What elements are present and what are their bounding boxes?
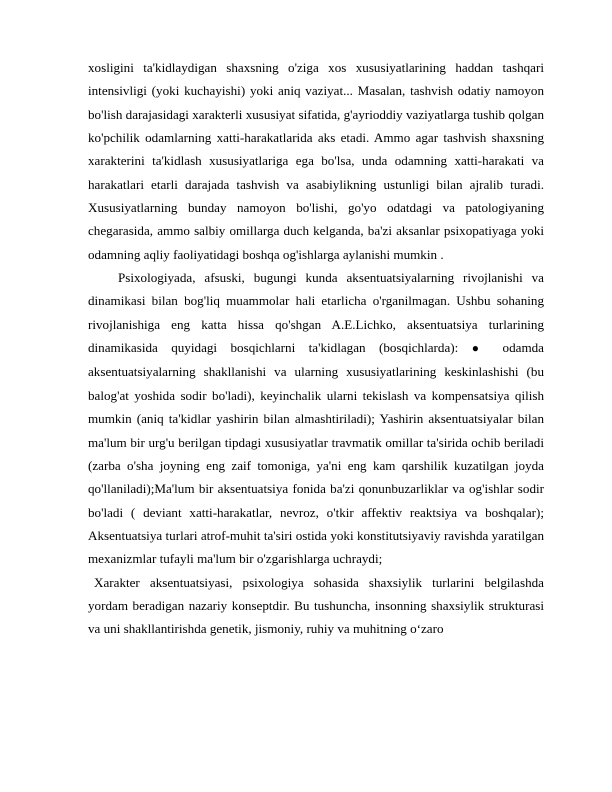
- paragraph-dynamics-stages: odamda aksentuatsiyalarning shakllanishi va ularning xususiyatlarining keskinlashishi (bu balog'at yoshida sodir bo'ladi), keyinchalik ularni tekislash va kompensatsiya qilish mumkin (aniq ta'kidlar yashirin bilan almashtiriladi); Yashirin aksentuatsiyalar bilan ma'lum bir urg'u berilgan tipdagi xususiyatlar travmatik omillar ta'sirida ochib beriladi (zarba o'sha joyning eng zaif tomoniga, ya'ni eng kam qarshilik kuzatilgan joyda qo'llaniladi);Ma'lum bir aksentuatsiya fonida ba'zi qonunbuzarliklar va og'ishlar sodir bo'ladi ( deviant xatti-harakatlar, nevroz, o'tkir affektiv reaktsiya va boshqalar); Aksentuatsiya turlari atrof-muhit ta'siri ostida yoki konstitutsiyaviy ravishda yaratilgan mexanizmlar tufayli ma'lum bir o'zgarishlarga uchraydi;: [88, 340, 544, 567]
- paragraph-dynamics-lead: Psixologiyada, afsuski, bugungi kunda aksentuatsiyalarning rivojlanishi va dinamikasi bilan bog'liq muammolar hali etarlicha o'rganilmagan. Ushbu sohaning rivojlanishiga eng katta hissa qo'shgan A.E.Lichko, aksentuatsiya turlarining dinamikasida quyidagi bosqichlarni ta'kidlagan (bosqichlarda):: [88, 270, 544, 356]
- paragraph-character-accentuation: Xarakter aksentuatsiyasi, psixologiya sohasida shaxsiylik turlarini belgilashda yordam beradigan nazariy konseptdir. Bu tushuncha, insonning shaxsiylik strukturasi va uni shakllantirishda genetik, jismoniy, ruhiy va muhitning o‘zaro: [88, 574, 544, 637]
- page-body: [88, 56, 544, 641]
- paragraph-accentuation-intro: xosligini ta'kidlaydigan shaxsning o'ziga xos xususiyatlarining haddan tashqari intensivligi (yoki kuchayishi) yoki aniq vaziyat... Masalan, tashvish odatiy namoyon bo'lish darajasidagi xarakterli xususiyat sifatida, g'ayrioddiy vaziyatlarga tushib qolgan ko'pchilik odamlarning xatti-harakatlarida aks etadi. Ammo agar tashvish shaxsning xarakterini ta'kidlash xususiyatlariga ega bo'lsa, unda odamning xatti-harakati va harakatlari etarli darajada tashvish va asabiylikning ustunligi bilan ajralib turadi. Xususiyatlarning bunday namoyon bo'lishi, go'yo odatdagi va patologiyaning chegarasida, ammo salbiy omillarga duch kelganda, ba'zi aksanlar psixopatiyaga yoki odamning aqliy faoliyatidagi boshqa og'ishlarga aylanishi mumkin .: [88, 60, 544, 262]
- bullet-icon: ●: [471, 341, 490, 356]
- paragraph-accentuation-dynamics: [88, 266, 544, 570]
